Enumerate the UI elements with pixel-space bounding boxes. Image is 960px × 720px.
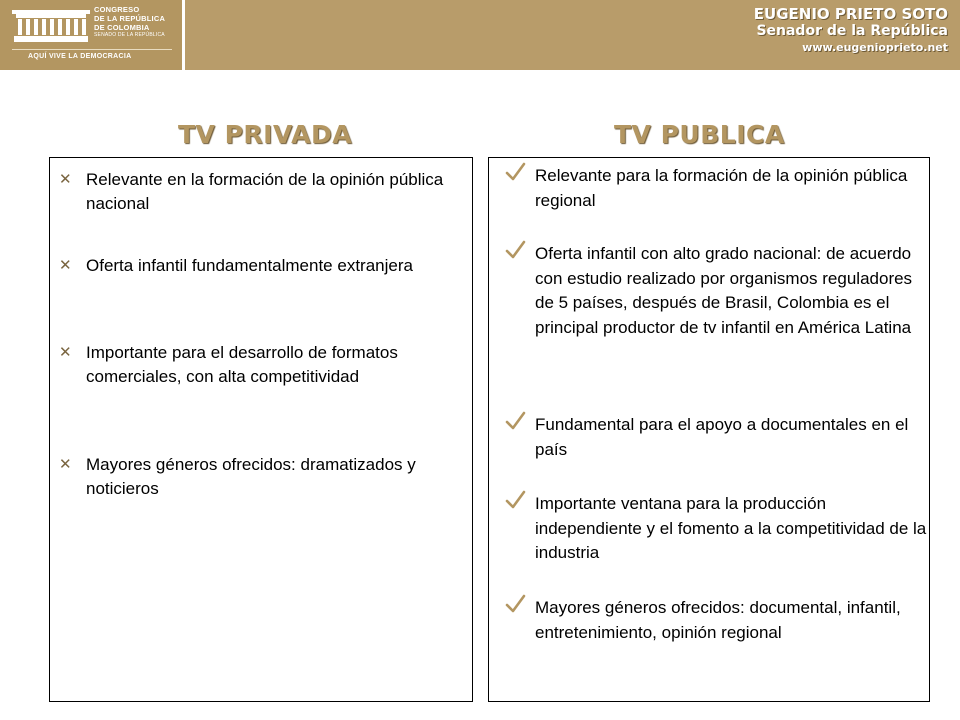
right-column-title: TV PUBLICA xyxy=(614,120,785,149)
x-mark-icon: ✕ xyxy=(59,344,72,361)
checkmark-icon xyxy=(504,239,526,261)
congress-logo xyxy=(0,0,185,70)
senator-block xyxy=(754,6,948,56)
list-item xyxy=(59,341,471,389)
list-item-text: Importante ventana para la producción independiente y el fomento a la competitividad de la industria xyxy=(535,494,927,562)
list-item-text: Oferta infantil fundamentalmente extranjera xyxy=(86,256,413,275)
senator-name: EUGENIO PRIETO SOTO xyxy=(753,5,948,23)
x-mark-icon: ✕ xyxy=(59,171,72,188)
logo-line-4: SENADO DE LA REPÚBLICA xyxy=(94,32,165,38)
list-item-text: Importante para el desarrollo de formatos comerciales, con alta competitividad xyxy=(86,343,398,386)
public-tv-box xyxy=(488,157,930,702)
list-item-text: Relevante para la formación de la opinión pública regional xyxy=(535,166,908,210)
logo-tagline: AQUÍ VIVE LA DEMOCRACIA xyxy=(28,53,132,60)
logo-line-2: DE LA REPÚBLICA xyxy=(94,14,166,23)
logo-line-1: CONGRESO xyxy=(94,5,140,14)
list-item-text: Oferta infantil con alto grado nacional: de acuerdo con estudio realizado por organismos reguladores de 5 países, después de Brasil, Colombia es el principal productor de tv infantil en América Latina xyxy=(535,244,913,337)
private-tv-box xyxy=(49,157,473,702)
x-mark-icon: ✕ xyxy=(59,257,72,274)
list-item xyxy=(59,254,471,278)
list-item xyxy=(535,492,927,566)
list-item xyxy=(535,164,927,213)
checkmark-icon xyxy=(504,161,526,183)
list-item-text: Mayores géneros ofrecidos: documental, infantil, entretenimiento, opinión regional xyxy=(535,598,901,642)
checkmark-icon xyxy=(504,410,526,432)
checkmark-icon xyxy=(504,593,526,615)
senator-role: Senador de la República xyxy=(756,23,948,39)
header-band xyxy=(0,0,960,70)
left-column-title: TV PRIVADA xyxy=(178,120,353,149)
list-item xyxy=(535,596,927,645)
congress-logo-text xyxy=(94,5,182,39)
logo-line-3: DE COLOMBIA xyxy=(94,23,150,32)
x-mark-icon: ✕ xyxy=(59,456,72,473)
list-item xyxy=(59,453,471,501)
list-item-text: Relevante en la formación de la opinión pública nacional xyxy=(86,170,444,213)
senator-website[interactable]: www.eugenioprieto.net xyxy=(802,41,948,54)
list-item xyxy=(535,413,927,462)
logo-divider xyxy=(12,49,172,50)
checkmark-icon xyxy=(504,489,526,511)
list-item-text: Fundamental para el apoyo a documentales en el país xyxy=(535,415,909,459)
list-item xyxy=(535,242,927,340)
capitol-building-icon xyxy=(12,6,90,44)
list-item-text: Mayores géneros ofrecidos: dramatizados y noticieros xyxy=(86,455,416,498)
list-item xyxy=(59,168,471,216)
